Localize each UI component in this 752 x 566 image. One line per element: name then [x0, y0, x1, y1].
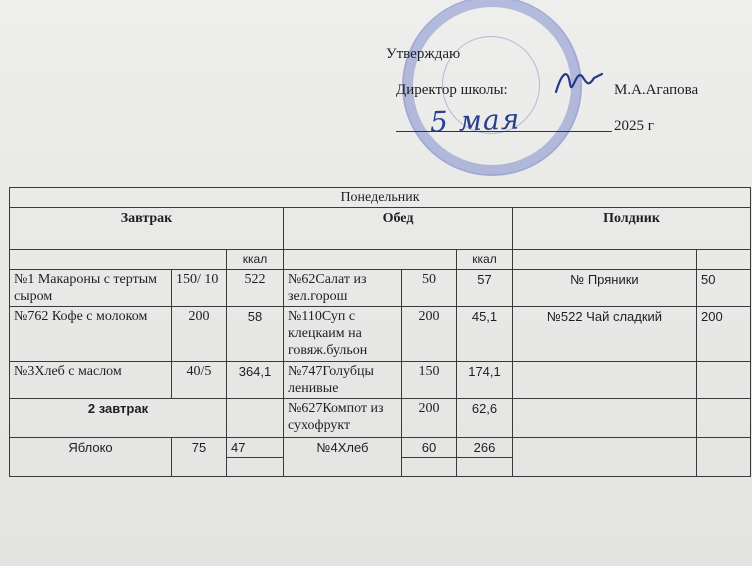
second-breakfast-kcal: 47	[227, 438, 284, 458]
lunch-portion: 200	[402, 399, 457, 438]
empty-cell	[513, 362, 697, 399]
empty-cell	[227, 399, 284, 438]
lunch-dish: №747Голубцы ленивые	[284, 362, 402, 399]
breakfast-kcal: 58	[227, 307, 284, 362]
breakfast-dish: №1 Макароны с тертым сыром	[10, 270, 172, 307]
lunch-kcal: 174,1	[457, 362, 513, 399]
breakfast-dish: №3Хлеб с маслом	[10, 362, 172, 399]
breakfast-portion: 200	[172, 307, 227, 362]
breakfast-portion: 40/5	[172, 362, 227, 399]
empty-cell	[513, 399, 697, 438]
lunch-kcal: 57	[457, 270, 513, 307]
snack-header: Полдник	[513, 208, 751, 250]
empty-cell	[697, 250, 751, 270]
breakfast-kcal: 364,1	[227, 362, 284, 399]
lunch-portion: 150	[402, 362, 457, 399]
approve-label: Утверждаю	[386, 46, 461, 62]
snack-dish: №522 Чай сладкий	[513, 307, 697, 362]
second-breakfast-header: 2 завтрак	[10, 399, 227, 438]
lunch-dish: №110Суп с клецкаим на говяж.бульон	[284, 307, 402, 362]
breakfast-header: Завтрак	[10, 208, 284, 250]
second-breakfast-portion: 75	[172, 438, 227, 477]
second-breakfast-dish: Яблоко	[10, 438, 172, 477]
snack-dish: № Пряники	[513, 270, 697, 307]
breakfast-kcal: 522	[227, 270, 284, 307]
lunch-kcal: 266	[457, 438, 513, 458]
year-label: 2025 г	[614, 118, 654, 134]
snack-portion: 200	[697, 307, 751, 362]
lunch-header: Обед	[284, 208, 513, 250]
empty-cell	[402, 458, 457, 477]
empty-cell	[284, 250, 457, 270]
breakfast-kcal-header: ккал	[227, 250, 284, 270]
lunch-portion: 200	[402, 307, 457, 362]
director-label: Директор школы:	[396, 82, 508, 98]
director-signature	[550, 62, 610, 102]
empty-cell	[697, 399, 751, 438]
breakfast-portion: 150/ 10	[172, 270, 227, 307]
empty-cell	[227, 458, 284, 477]
empty-cell	[10, 250, 227, 270]
lunch-kcal-header: ккал	[457, 250, 513, 270]
lunch-kcal: 45,1	[457, 307, 513, 362]
lunch-dish: №627Компот из сухофрукт	[284, 399, 402, 438]
director-name: М.А.Агапова	[614, 82, 699, 98]
empty-cell	[513, 438, 697, 477]
date-signature-line	[396, 125, 612, 132]
snack-portion: 50	[697, 270, 751, 307]
lunch-dish: №4Хлеб	[284, 438, 402, 477]
handwritten-date: 5 мая	[429, 102, 521, 139]
day-header: Понедельник	[10, 188, 751, 208]
empty-cell	[513, 250, 697, 270]
lunch-portion: 60	[402, 438, 457, 458]
lunch-portion: 50	[402, 270, 457, 307]
empty-cell	[457, 458, 513, 477]
lunch-dish: №62Салат из зел.горош	[284, 270, 402, 307]
breakfast-dish: №762 Кофе с молоком	[10, 307, 172, 362]
menu-table	[9, 187, 751, 477]
empty-cell	[697, 362, 751, 399]
empty-cell	[697, 438, 751, 477]
lunch-kcal: 62,6	[457, 399, 513, 438]
